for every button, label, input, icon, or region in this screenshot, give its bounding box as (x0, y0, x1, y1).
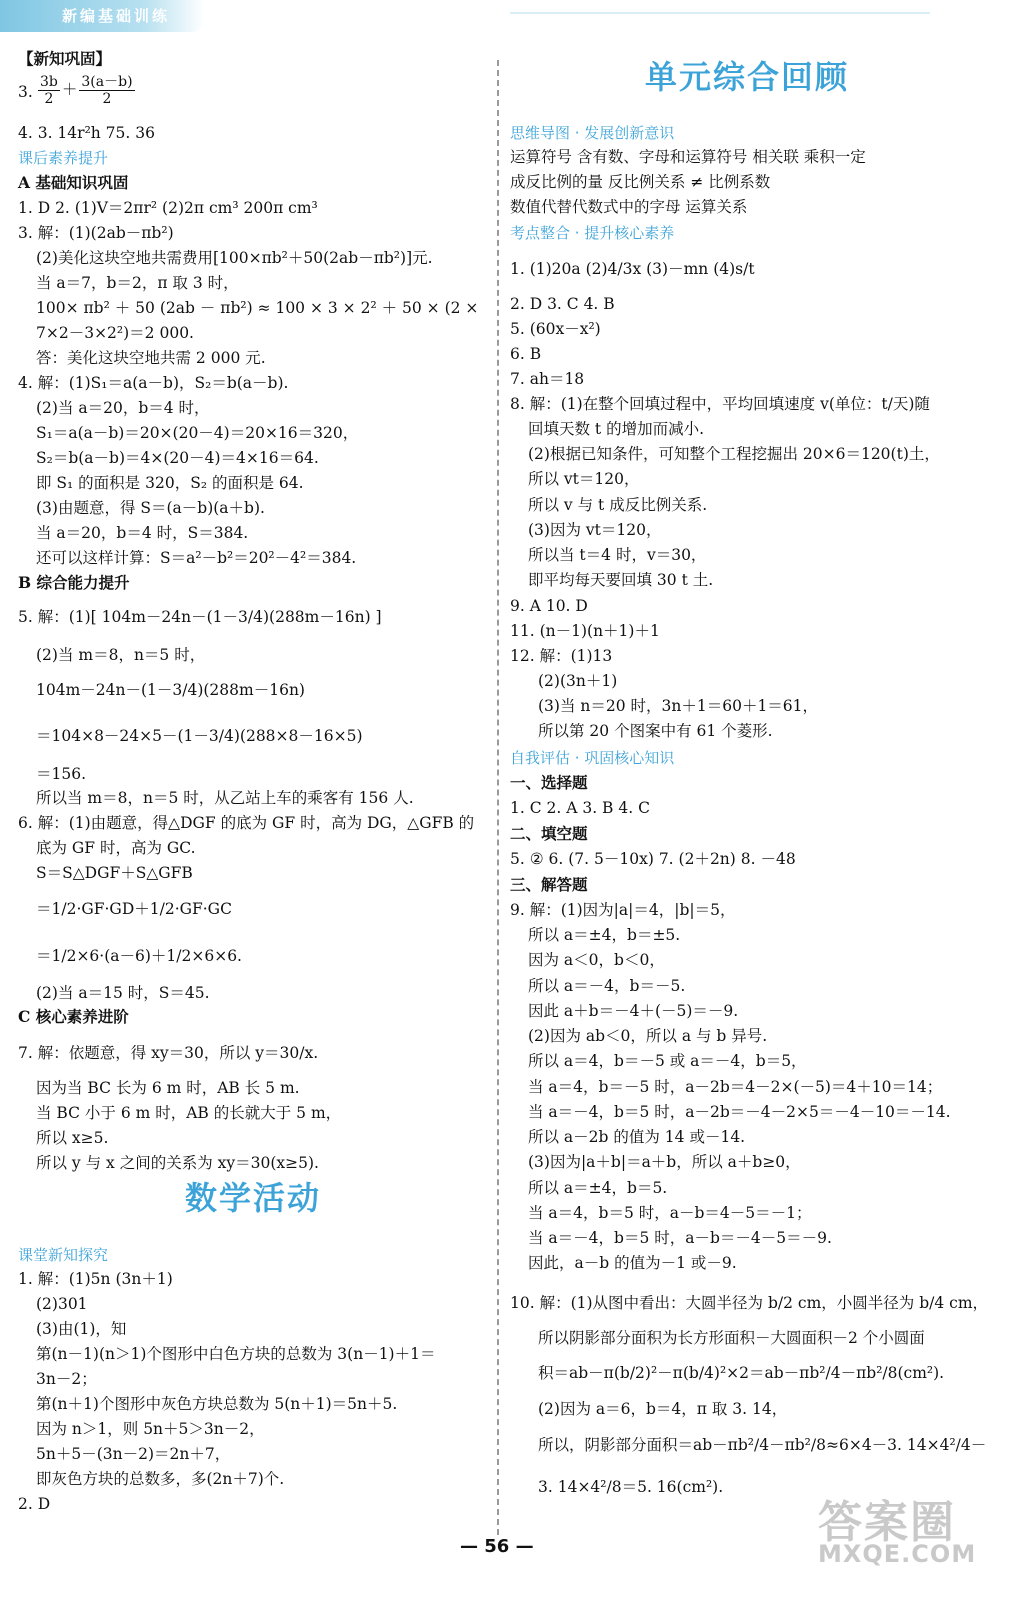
text-line: 因此 a＋b＝－4＋(－5)＝－9. (528, 1002, 739, 1020)
fraction: $\frac{3(a-b)}{2}$ (81, 74, 133, 107)
text-line: 7. ah＝18 (510, 370, 585, 388)
text-line: 所以 v 与 t 成反比例关系. (528, 496, 708, 514)
text-line: S₁＝a(a－b)＝20×(20－4)＝20×16＝320， (36, 424, 359, 442)
text-line: 5. ② 6. (7. 5－10x) 7. (2＋2n) 8. －48 (510, 850, 796, 868)
answer-3-fraction: $\frac{3b}{2}$ ＋ $\frac{3(a-b)}{2}$ (40, 74, 133, 107)
text-line: 成反比例的量 反比例关系 ≠ 比例系数 (510, 173, 771, 191)
text-line: 积＝ab－π(b/2)²－π(b/4)²×2＝ab－πb²/4－πb²/8(cm²). (538, 1364, 945, 1382)
text-line: 即 S₁ 的面积是 320，S₂ 的面积是 64. (36, 474, 304, 492)
text-line: 2. D (18, 1495, 51, 1513)
text-line: 所以 y 与 x 之间的关系为 xy＝30(x≥5). (36, 1154, 319, 1172)
text-line: 104m－24n－(1－3/4)(288m－16n) (36, 681, 305, 699)
text-line: (2)当 a＝15 时，S＝45. (36, 984, 210, 1002)
text-line: 当 a＝4，b＝5 时，a－b＝4－5＝－1； (528, 1204, 812, 1222)
text-line: 所以第 20 个图案中有 61 个菱形. (538, 722, 773, 740)
section-heading: 课后素养提升 (18, 149, 109, 167)
text-line: (2)301 (36, 1295, 88, 1313)
text-line: 5n＋5－(3n－2)＝2n＋7， (36, 1445, 231, 1463)
text-line: 所以当 m＝8，n＝5 时，从乙站上车的乘客有 156 人. (36, 789, 414, 807)
text-line: ＝156. (36, 765, 87, 783)
text-line: 11. (n－1)(n＋1)＋1 (510, 622, 660, 640)
text-line: (3)当 n＝20 时，3n＋1＝60＋1＝61， (538, 697, 819, 715)
text-line: 当 a＝7，b＝2，π 取 3 时， (36, 274, 239, 292)
section-title-activity: 数学活动 (185, 1179, 322, 1217)
text-line: (2)当 m＝8，n＝5 时， (36, 646, 206, 664)
text-line: 4. 解：(1)S₁＝a(a－b)，S₂＝b(a－b). (18, 374, 289, 392)
text-line: B 综合能力提升 (18, 573, 130, 592)
text-line: ＝1/2·GF·GD＋1/2·GF·GC (36, 900, 232, 918)
text-line: 1. D 2. (1)V＝2πr² (2)2π cm³ 200π cm³ (18, 199, 318, 217)
text-line: 9. 解：(1)因为|a|＝4，|b|＝5， (510, 901, 736, 919)
text-line: 12. 解：(1)13 (510, 647, 613, 665)
text-line: 6. B (510, 345, 542, 363)
section-heading: 考点整合 · 提升核心素养 (510, 224, 675, 242)
text-line: 所以 a＝－4，b＝－5. (528, 977, 686, 995)
banner-title: 新编基础训练 (62, 7, 171, 25)
text-line: C 核心素养进阶 (18, 1007, 129, 1026)
header-banner (0, 0, 205, 32)
text-line: 因为 n＞1，则 5n＋5＞3n－2， (36, 1420, 265, 1438)
text-line: 回填天数 t 的增加而减小. (528, 420, 705, 438)
section-heading: 自我评估 · 巩固核心知识 (510, 749, 675, 767)
text-line: 底为 GF 时，高为 GC. (36, 839, 196, 857)
text-line: (2)当 a＝20，b＝4 时， (36, 399, 210, 417)
text-line: 7×2－3×2²)＝2 000. (36, 324, 194, 342)
text-line: 一、选择题 (510, 773, 588, 792)
text-line: 3. (18, 83, 33, 101)
text-line: 所以 a＝±4，b＝±5. (528, 926, 681, 944)
text-line: 1. C 2. A 3. B 4. C (510, 799, 650, 817)
text-line: 因为 a＜0，b＜0， (528, 951, 665, 969)
text-line: 所以，阴影部分面积＝ab－πb²/4－πb²/8≈6×4－3. 14×4²/4－ (538, 1436, 987, 1454)
text-line: 当 a＝－4，b＝5 时，a－b＝－4－5＝－9. (528, 1229, 832, 1247)
section-title-review: 单元综合回顾 (645, 58, 850, 96)
text-line: 运算符号 含有数、字母和运算符号 相关联 乘积一定 (510, 148, 866, 166)
text-line: 答：美化这块空地共需 2 000 元. (36, 349, 266, 367)
text-line: (3)因为 vt＝120， (528, 521, 662, 539)
text-line: (2)因为 a＝6，b＝4，π 取 3. 14， (538, 1400, 788, 1418)
text-line: 当 a＝20，b＝4 时，S＝384. (36, 524, 249, 542)
text-line: 10. 解：(1)从图中看出：大圆半径为 b/2 cm，小圆半径为 b/4 cm， (510, 1294, 989, 1312)
text-line: (2)(3n＋1) (538, 672, 618, 690)
text-line: (2)因为 ab＜0，所以 a 与 b 异号. (528, 1027, 768, 1045)
text-line: (3)由题意，得 S＝(a－b)(a＋b). (36, 499, 265, 517)
text-line: 二、填空题 (510, 824, 588, 843)
text-line: 三、解答题 (510, 875, 588, 894)
page-number: — 56 — (460, 1536, 534, 1557)
text-line: 3. 14×4²/8＝5. 16(cm²). (538, 1478, 724, 1496)
text-line: 1. 解：(1)5n (3n＋1) (18, 1270, 173, 1288)
text-line: 所以 a＝4，b＝－5 或 a＝－4，b＝5， (528, 1052, 807, 1070)
watermark-text: 答案圈 (818, 1497, 956, 1548)
text-line: 所以 a－2b 的值为 14 或－14. (528, 1128, 746, 1146)
text-line: 所以 a＝±4，b＝5. (528, 1179, 668, 1197)
text-line: 当 a＝－4，b＝5 时，a－2b＝－4－2×5＝－4－10＝－14. (528, 1103, 951, 1121)
text-line: (3)因为|a＋b|＝a＋b，所以 a＋b≥0， (528, 1153, 801, 1171)
text-line: S＝S△DGF＋S△GFB (36, 864, 193, 882)
text-line: 第(n＋1)个图形中灰色方块总数为 5(n＋1)＝5n＋5. (36, 1395, 398, 1413)
text-line: 第(n－1)(n＞1)个图形中白色方块的总数为 3(n－1)＋1＝ (36, 1345, 436, 1363)
watermark-url: MXQE.COM (818, 1540, 977, 1568)
text-line: S₂＝b(a－b)＝4×(20－4)＝4×16＝64. (36, 449, 319, 467)
text-line: 数值代替代数式中的字母 运算关系 (510, 198, 748, 216)
text-line: 所以 vt＝120， (528, 470, 640, 488)
text-line: 即平均每天要回填 30 t 土. (528, 571, 714, 589)
text-line: (2)美化这块空地共需费用[100×πb²＋50(2ab－πb²)]元. (36, 249, 433, 267)
text-line: 即灰色方块的总数多，多(2n＋7)个. (36, 1470, 285, 1488)
text-line: A 基础知识巩固 (18, 173, 129, 192)
text-line: 还可以这样计算：S＝a²－b²＝20²－4²＝384. (36, 549, 357, 567)
text-line: 5. (60x－x²) (510, 320, 601, 338)
text-line: 6. 解：(1)由题意，得△DGF 的底为 GF 时，高为 DG，△GFB 的 (18, 814, 475, 832)
column-divider (497, 60, 499, 1535)
fraction: $\frac{3b}{2}$ (40, 74, 58, 107)
text-line: 所以阴影部分面积为长方形面积－大圆面积－2 个小圆面 (538, 1329, 925, 1347)
section-heading: 课堂新知探究 (18, 1246, 109, 1264)
header-rule (510, 12, 930, 14)
text-line: (3)由(1)，知 (36, 1320, 127, 1338)
text-line: 所以 x≥5. (36, 1129, 109, 1147)
text-line: 所以当 t＝4 时，v＝30， (528, 546, 707, 564)
text-line: 8. 解：(1)在整个回填过程中，平均回填速度 v(单位：t/天)随 (510, 395, 930, 413)
text-line: 因为当 BC 长为 6 m 时，AB 长 5 m. (36, 1079, 300, 1097)
text-line: (2)根据已知条件，可知整个工程挖掘出 20×6＝120(t)土， (528, 445, 940, 463)
text-line: 5. 解：(1)[ 104m－24n－(1－3/4)(288m－16n) ] (18, 608, 382, 626)
text-line: 4. 3. 14r²h 75. 36 (18, 124, 155, 142)
text-line: 7. 解：依题意，得 xy＝30，所以 y＝30/x. (18, 1044, 319, 1062)
text-line: 100× πb² ＋ 50 (2ab － πb²) ≈ 100 × 3 × 2² ＋ 50 × (2 × (36, 299, 479, 317)
text-line: 因此，a－b 的值为－1 或－9. (528, 1254, 737, 1272)
watermark-logo (818, 1486, 977, 1568)
text-line: ＝104×8－24×5－(1－3/4)(288×8－16×5) (36, 727, 363, 745)
section-heading: 思维导图 · 发展创新意识 (510, 124, 675, 142)
text-line: 当 a＝4，b＝－5 时，a－2b＝4－2×(－5)＝4＋10＝14； (528, 1078, 943, 1096)
text-line: 当 BC 小于 6 m 时，AB 的长就大于 5 m， (36, 1104, 342, 1122)
text-line: 【新知巩固】 (18, 49, 112, 68)
text-line: 9. A 10. D (510, 597, 588, 615)
text-line: 3n－2； (36, 1370, 97, 1388)
text-line: 1. (1)20a (2)4/3x (3)－mn (4)s/t (510, 260, 755, 278)
text-line: 2. D 3. C 4. B (510, 295, 615, 313)
text-line: ＝1/2×6·(a－6)＋1/2×6×6. (36, 947, 242, 965)
text-line: 3. 解：(1)(2ab－πb²) (18, 224, 174, 242)
